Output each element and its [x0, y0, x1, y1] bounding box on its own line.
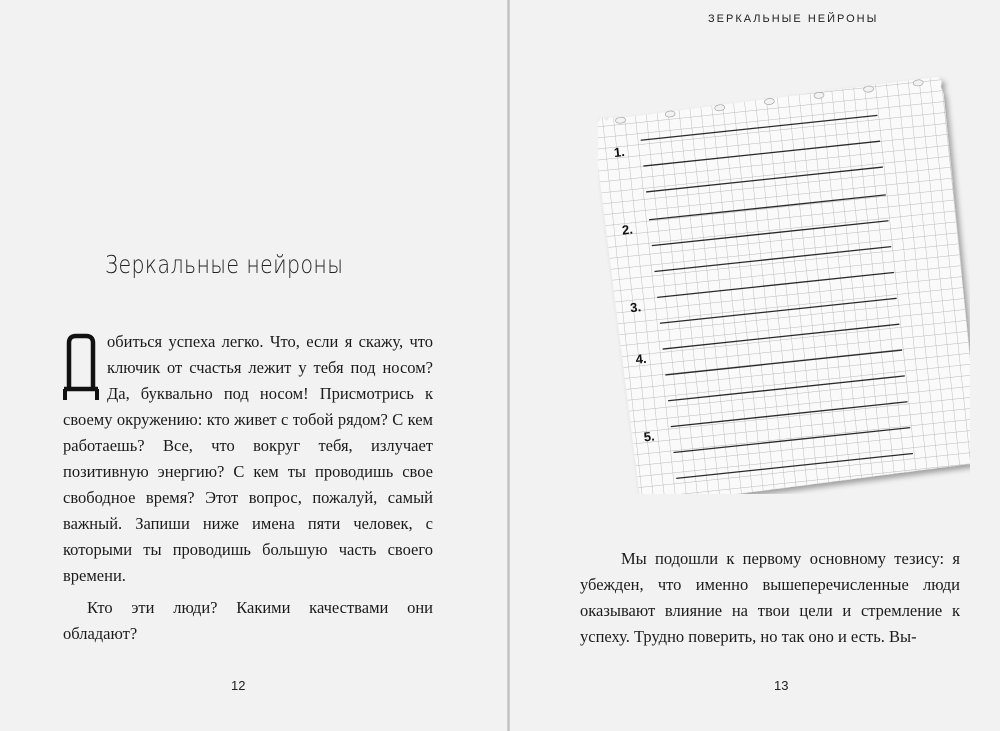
paragraph-question: Кто эти люди? Какими качествами они обладают?: [63, 598, 433, 643]
list-number-5: 5.: [642, 428, 656, 445]
paragraph-thesis-text: Мы подошли к первому основному тезису: я убежден, что именно вышеперечисленные люди оказывают влияние на твои цели и стремление к успеху. Трудно поверить, но так оно и есть. Вы-: [580, 549, 960, 646]
page-number-left: 12: [231, 678, 246, 693]
notepad-sheet: [598, 64, 970, 494]
paragraph-intro: [63, 329, 433, 589]
paragraph-thesis: [580, 546, 960, 650]
list-number-4: 4.: [634, 350, 648, 367]
running-head: ЗЕРКАЛЬНЫЕ НЕЙРОНЫ: [708, 13, 879, 25]
page-number-right: 13: [774, 678, 789, 693]
list-number-2: 2.: [621, 221, 634, 238]
drop-cap: [63, 333, 99, 401]
list-number-3: 3.: [629, 299, 642, 316]
list-number-1: 1.: [613, 144, 626, 161]
paragraph-intro-text: обиться успеха легко. Что, если я скажу, что ключик от счастья лежит у тебя под носом? Да, буквально под носом! Присмотрись к своему окружению: кто живет с тобой рядом? С кем работаешь? Все, что вокруг тебя, излучает позитивную энергию? С кем ты проводишь свое свободное время? Этот вопрос, пожалуй, самый важный. Запиши ниже имена пяти человек, с которыми ты проводишь большую часть своего времени.: [63, 332, 433, 585]
chapter-title: Зеркальные нейроны: [105, 250, 344, 279]
